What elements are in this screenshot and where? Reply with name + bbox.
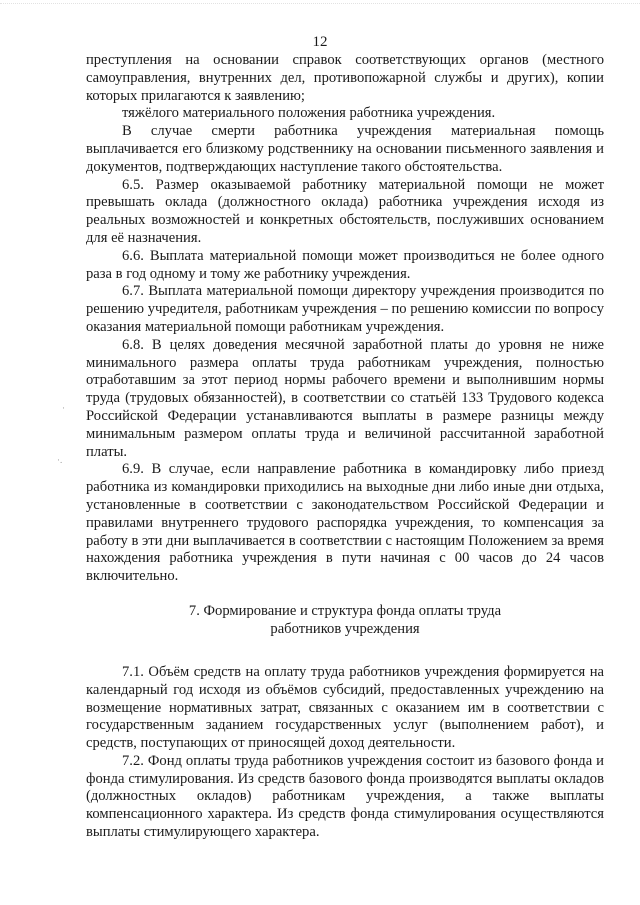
page-number: 12 xyxy=(312,34,328,50)
paragraph-death-benefit: В случае смерти работника учреждения материальная помощь выплачивается его близкому родственнику на основании письменного заявления и документов, подтверждающих наступление такого обстоятельства. xyxy=(86,123,604,175)
paragraph-6-9: 6.9. В случае, если направление работника в командировку либо приезд работника из командировки приходились на выходные дни либо иные дни отдыха, установленные в соответствии с законодательством Российской Федерации и правилами внутреннего трудового распорядка учреждения, то компенсация за работу в эти дни выплачивается в соответствии с настоящим Положением за время нахождения работника учреждения в пути начиная с 00 часов до 24 часов включительно. xyxy=(86,461,604,585)
paragraph-7-2: 7.2. Фонд оплаты труда работников учреждения состоит из базового фонда и фонда стимулирования. Из средств базового фонда производятся выплаты окладов (должностных окладов) работникам учреждения, а также выплаты компенсационного характера. Из средств фонда стимулирования осуществляются выплаты стимулирующего характера. xyxy=(86,752,604,841)
paragraph-6-8: 6.8. В целях доведения месячной заработной платы до уровня не ниже минимального размера оплаты труда работникам учреждения, полностью отработавшим за этот период нормы рабочего времени и выполнившим нормы труда (трудовых обязанностей), в соответствии со статьёй 133 Трудового кодекса Российской Федерации устанавливаются выплаты в размере разницы между минимальным размером оплаты труда и величиной рассчитанной заработной платы. xyxy=(86,336,604,460)
spacer xyxy=(86,586,604,594)
paragraph-6-5: 6.5. Размер оказываемой работнику материальной помощи не может превышать оклада (должностного оклада) работника учреждения исходя из реальных возможностей и конкретных обстоятельств, послуживших основанием для её назначения. xyxy=(86,176,604,246)
section-7-heading-line2: работников учреждения xyxy=(270,620,420,637)
paragraph-7-1: 7.1. Объём средств на оплату труда работников учреждения формируется на календарный год исходя из объёмов субсидий, предоставленных учреждению на возмещение нормативных затрат, связанных с оказанием им в соответствии с государственным заданием государственных услуг (выполнением работ), и средств, поступающих от приносящей доход деятельности. xyxy=(86,663,604,752)
paragraph-continuation: преступления на основании справок соответствующих органов (местного самоуправления, внутренних дел, противопожарной службы и других), копии которых прилагаются к заявлению; xyxy=(86,52,604,104)
section-7-heading xyxy=(86,594,604,664)
paragraph-6-6: 6.6. Выплата материальной помощи может производиться не более одного раза в год одному и тому же работнику учреждения. xyxy=(86,247,604,282)
paragraph-6-7: 6.7. Выплата материальной помощи директору учреждения производится по решению учредителя, работникам учреждения – по решению комиссии по вопросу оказания материальной помощи работникам учреждения. xyxy=(86,283,604,335)
scan-artifact-top xyxy=(0,3,640,10)
document-body xyxy=(86,52,604,842)
scan-speck: ·. xyxy=(57,455,63,465)
section-7-heading-line1: 7. Формирование и структура фонда оплаты труда xyxy=(188,602,502,619)
scan-speck: · xyxy=(62,403,65,413)
paragraph-hardship: тяжёлого материального положения работника учреждения. xyxy=(122,105,496,122)
